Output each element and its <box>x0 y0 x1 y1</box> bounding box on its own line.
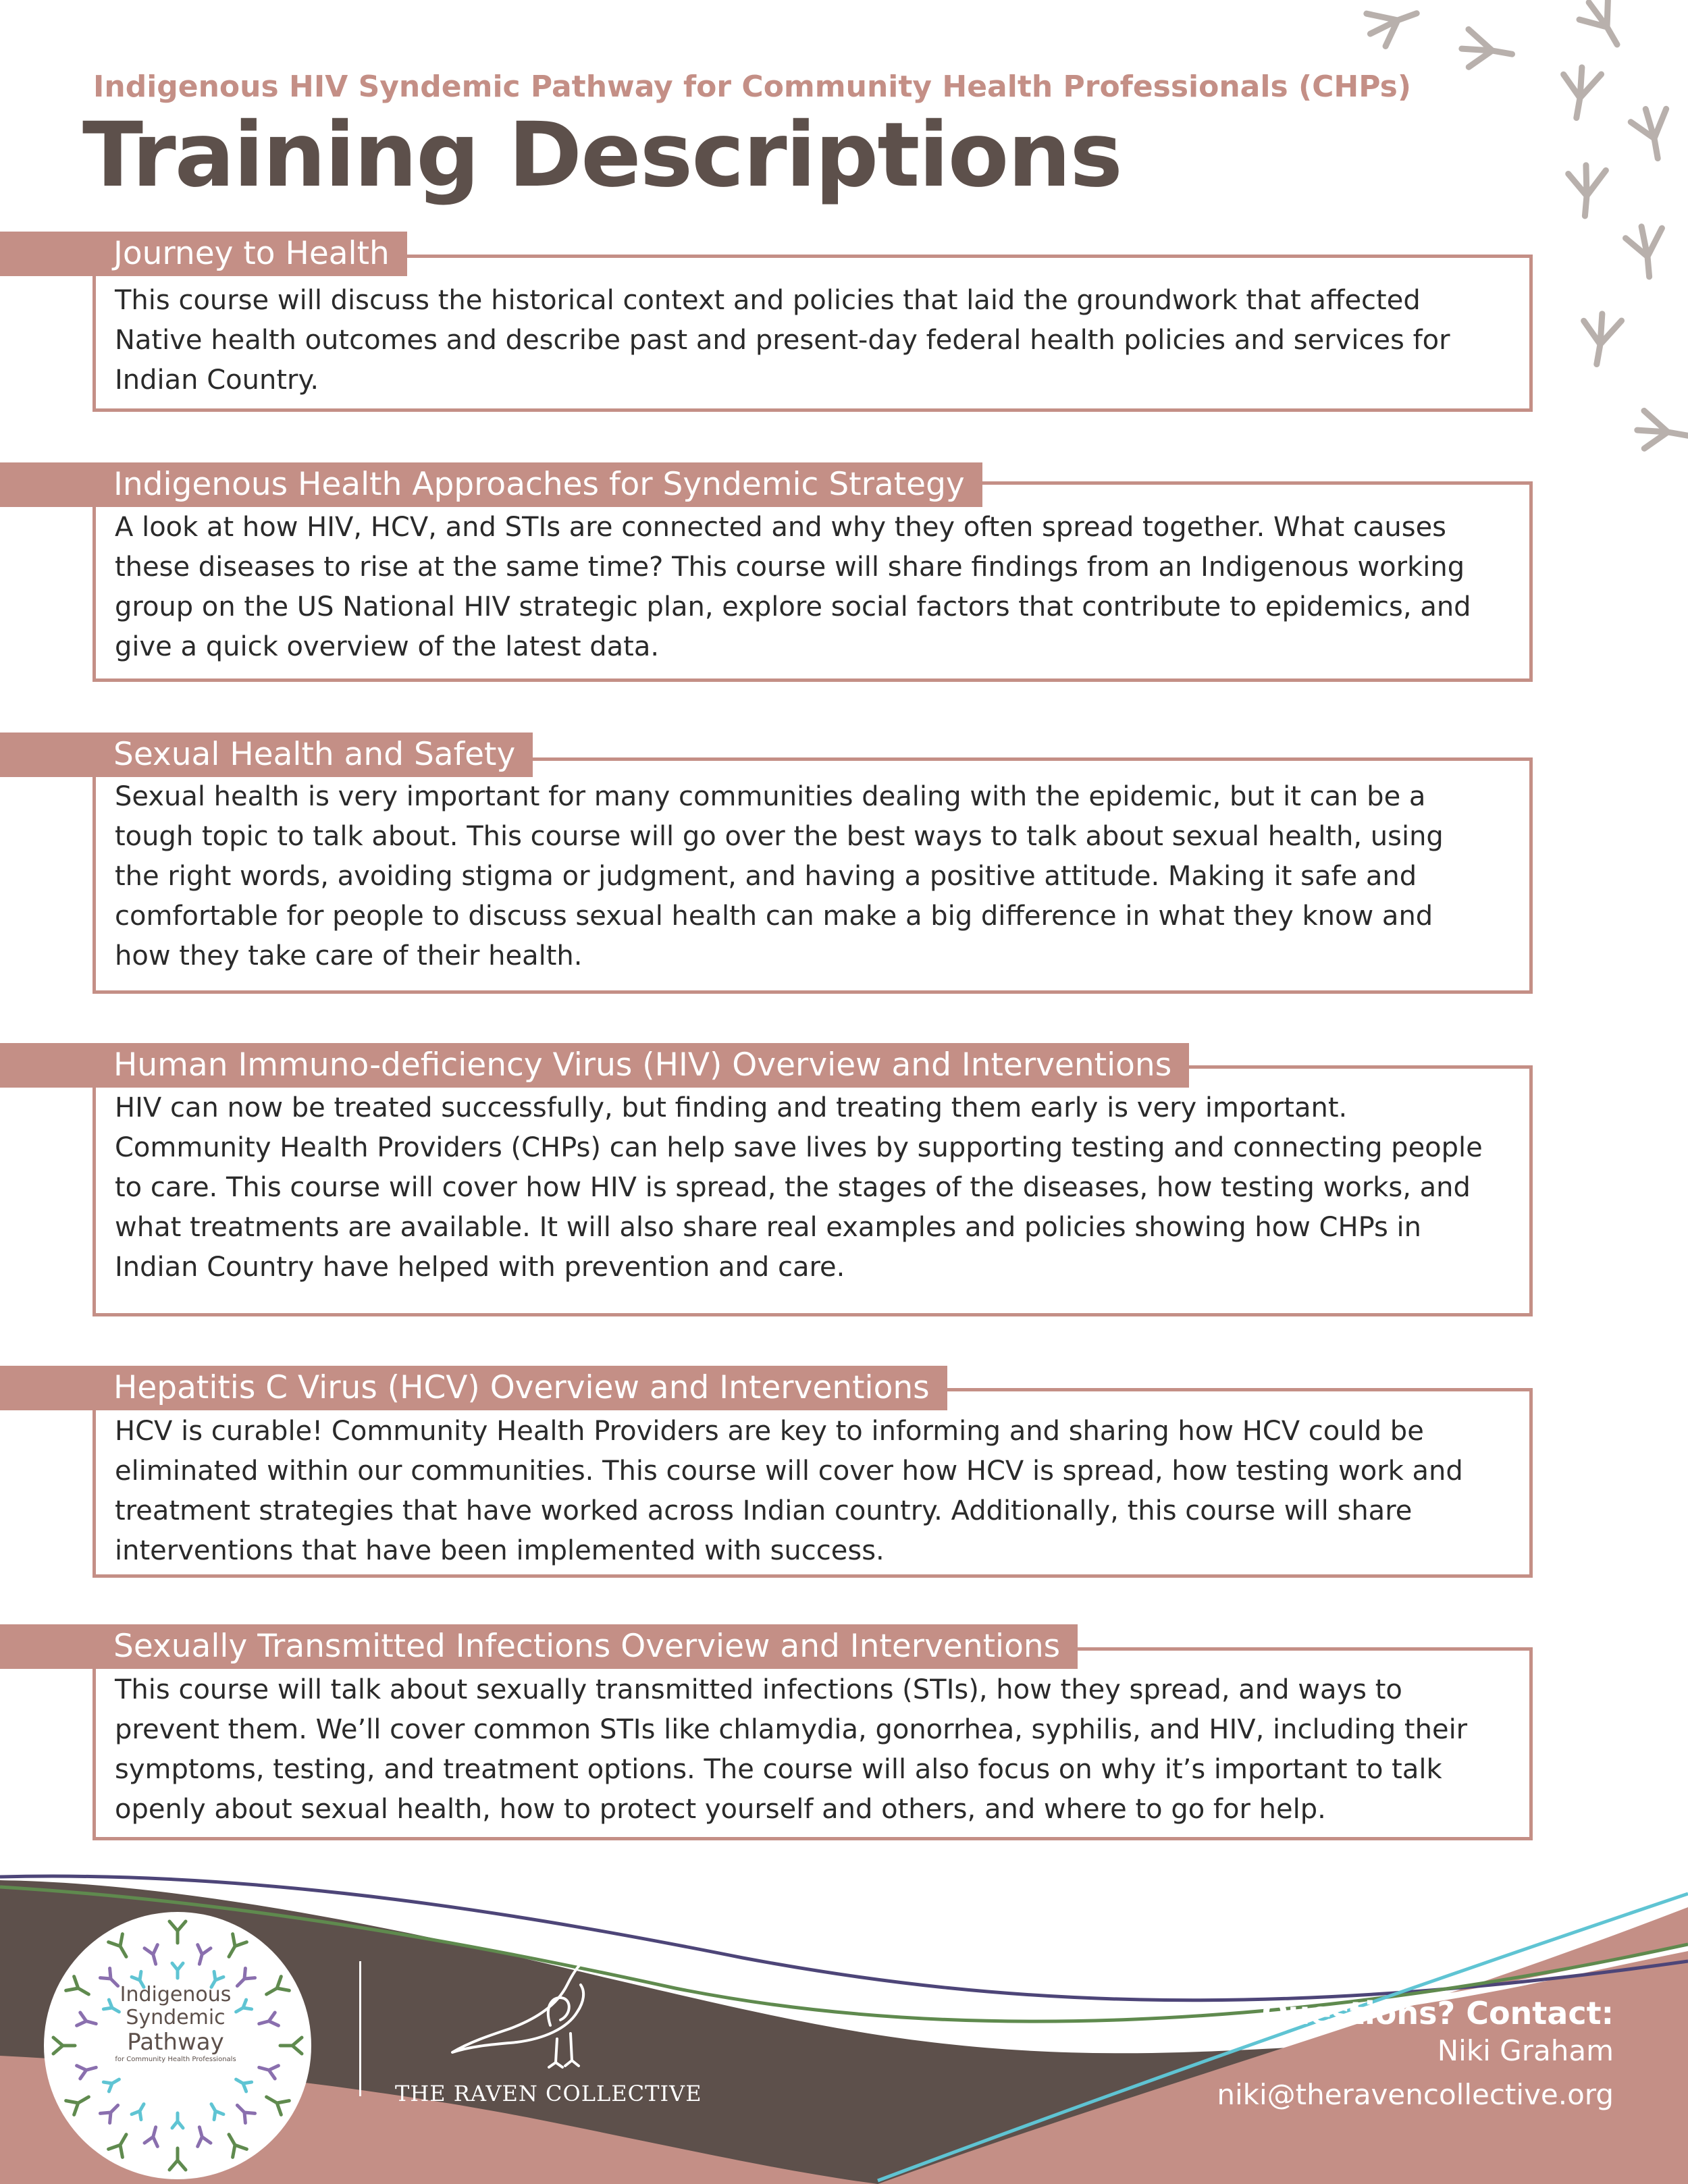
logo-line-1: Indigenous <box>120 1983 232 2006</box>
raven-icon <box>442 1944 638 2073</box>
footer-divider <box>359 1961 361 2096</box>
raven-collective-label: THE RAVEN COLLECTIVE <box>395 2081 702 2106</box>
course-title: Human Immuno-deficiency Virus (HIV) Overview and Interventions <box>0 1043 1189 1088</box>
course-title: Sexual Health and Safety <box>0 733 533 777</box>
contact-heading: Questions? Contact: <box>1261 1995 1614 2031</box>
page-title: Training Descriptions <box>82 103 1122 207</box>
page-subtitle: Indigenous HIV Syndemic Pathway for Community Health Professionals (CHPs) <box>93 70 1411 104</box>
course-description: This course will discuss the historical context and policies that laid the groundwork that affected Native health outcomes and describe past and present-day federal health policies and services for Indian Country. <box>115 285 1450 396</box>
logo-line-2: Syndemic <box>126 2006 226 2029</box>
course-indigenous-health-approaches <box>0 462 1536 682</box>
course-title: Indigenous Health Approaches for Syndemic Strategy <box>0 462 982 507</box>
logo-line-3: Pathway <box>127 2029 224 2056</box>
contact-name: Niki Graham <box>1437 2034 1614 2067</box>
course-journey-to-health <box>0 232 1536 412</box>
course-hcv-overview <box>0 1366 1536 1578</box>
course-title: Hepatitis C Virus (HCV) Overview and Interventions <box>0 1366 947 1410</box>
logo-line-4: for Community Health Professionals <box>115 2056 236 2063</box>
course-description: Sexual health is very important for many communities dealing with the epidemic, but it can be a tough topic to talk about. This course will go over the best ways to talk about sexual health, using the right words, avoiding stigma or judgment, and having a positive attitude. Making it safe and comfortable for people to discuss sexual health can make a big difference in what they know and how they take care of their health. <box>115 781 1444 971</box>
course-description: This course will talk about sexually transmitted infections (STIs), how they spread, and ways to prevent them. We’ll cover common STIs like chlamydia, gonorrhea, syphilis, and HIV, including their symptoms, testing, and treatment options. The course will also focus on why it’s important to talk openly about sexual health, how to protect yourself and others, and where to go for help. <box>115 1674 1468 1825</box>
course-sexual-health-and-safety <box>0 733 1536 994</box>
course-hiv-overview <box>0 1043 1536 1316</box>
logo-text <box>81 1983 270 2065</box>
contact-email-link[interactable]: niki@theravencollective.org <box>1217 2078 1614 2111</box>
course-description: HCV is curable! Community Health Providers are key to informing and sharing how HCV could be eliminated within our communities. This course will cover how HCV is spread, how testing work and treatment strategies that have worked across Indian country. Additionally, this course will share interventions that have been implemented with success. <box>115 1416 1463 1566</box>
course-sti-overview <box>0 1624 1536 1840</box>
course-title: Sexually Transmitted Infections Overview and Interventions <box>0 1624 1078 1669</box>
course-title: Journey to Health <box>0 232 407 276</box>
course-description: HIV can now be treated successfully, but finding and treating them early is very important. Community Health Providers (CHPs) can help save lives by supporting testing and connecting people to care. This course will cover how HIV is spread, the stages of the diseases, how testing works, and what treatments are available. It will also share real examples and policies showing how CHPs in Indian Country have helped with prevention and care. <box>115 1092 1483 1283</box>
course-description: A look at how HIV, HCV, and STIs are connected and why they often spread together. What causes these diseases to rise at the same time? This course will share findings from an Indigenous working group on the US National HIV strategic plan, explore social factors that contribute to epidemics, and give a quick overview of the latest data. <box>115 512 1471 662</box>
